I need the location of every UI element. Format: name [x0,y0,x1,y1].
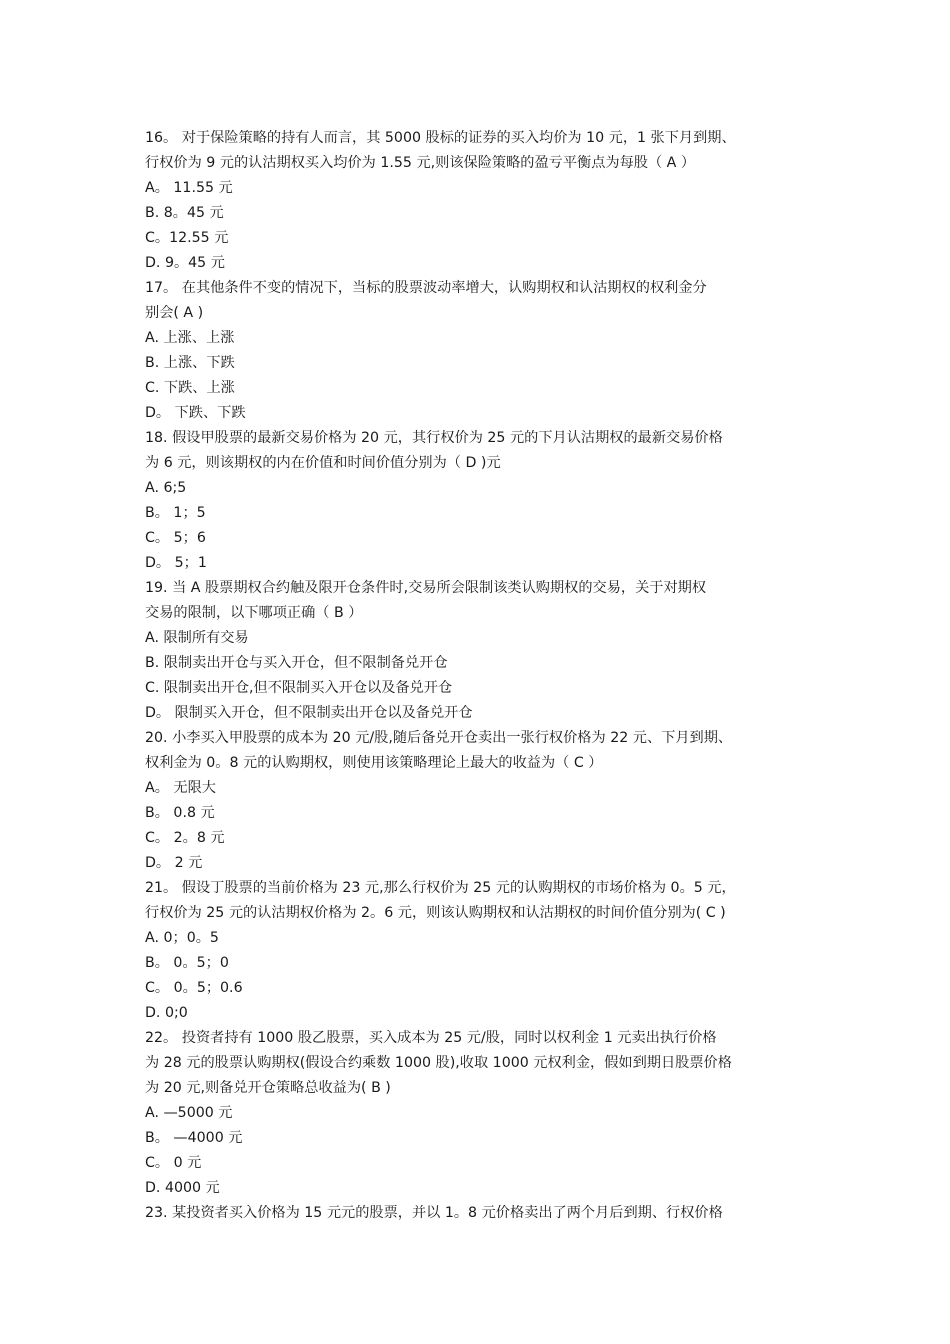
text-line: A。 无限大 [145,780,216,796]
text-line: A. 6;5 [145,480,187,496]
text-line: B。 —4000 元 [145,1130,243,1146]
text-line: 别会( A ) [145,305,204,321]
text-line: D。 2 元 [145,855,203,871]
text-line: 21。 假设丁股票的当前价格为 23 元,那么行权价为 25 元的认购期权的市场价格为 0。5 元， [145,880,736,896]
text-line: B. 限制卖出开仓与买入开仓，但不限制备兑开仓 [145,655,448,671]
text-line: B。 0。5；0 [145,955,229,971]
text-line: 17。 在其他条件不变的情况下，当标的股票波动率增大，认购期权和认沽期权的权利金分 [145,280,707,296]
text-line: D. 0;0 [145,1005,188,1021]
text-line: 交易的限制，以下哪项正确（ B ） [145,605,363,621]
text-line: D。 限制买入开仓，但不限制卖出开仓以及备兑开仓 [145,705,473,721]
text-line: 16。 对于保险策略的持有人而言，其 5000 股标的证券的买入均价为 10 元，1 张下月到期、 [145,130,736,146]
text-line: 19. 当 A 股票期权合约触及限开仓条件时,交易所会限制该类认购期权的交易，关于对期权 [145,580,707,596]
text-line: 23. 某投资者买入价格为 15 元元的股票，并以 1。8 元价格卖出了两个月后到期、行权价格 [145,1205,723,1221]
text-line: 行权价为 25 元的认沽期权价格为 2。6 元，则该认购期权和认沽期权的时间价值分别为( C ) [145,905,726,921]
text-line: C。 0。5；0.6 [145,980,243,996]
text-line: C. 下跌、上涨 [145,380,235,396]
text-line: B. 上涨、下跌 [145,355,235,371]
text-line: A. 0；0。5 [145,930,219,946]
text-line: B。 0.8 元 [145,805,215,821]
text-line: 为 6 元，则该期权的内在价值和时间价值分别为（ D )元 [145,455,501,471]
question-text-block [145,126,825,1226]
text-line: B。 1；5 [145,505,206,521]
text-line: D. 4000 元 [145,1180,220,1196]
text-line: C。 2。8 元 [145,830,225,846]
text-line: B. 8。45 元 [145,205,224,221]
text-line: D。 5；1 [145,555,207,571]
text-line: 为 20 元,则备兑开仓策略总收益为( B ) [145,1080,391,1096]
text-line: A. 限制所有交易 [145,630,249,646]
text-line: 权利金为 0。8 元的认购期权，则使用该策略理论上最大的收益为（ C ） [145,755,603,771]
text-line: 22。 投资者持有 1000 股乙股票，买入成本为 25 元/股，同时以权利金 1 元卖出执行价格 [145,1030,717,1046]
text-line: A。 11.55 元 [145,180,233,196]
text-line: C。 0 元 [145,1155,202,1171]
text-line: D. 9。45 元 [145,255,225,271]
text-line: A. 上涨、上涨 [145,330,235,346]
text-line: 行权价为 9 元的认沽期权买入均价为 1.55 元,则该保险策略的盈亏平衡点为每股（ A ） [145,155,696,171]
text-line: 20. 小李买入甲股票的成本为 20 元/股,随后备兑开仓卖出一张行权价格为 22 元、下月到期、 [145,730,733,746]
text-line: C。12.55 元 [145,230,229,246]
text-line: A. —5000 元 [145,1105,233,1121]
text-line: 18. 假设甲股票的最新交易价格为 20 元，其行权价为 25 元的下月认沽期权的最新交易价格 [145,430,723,446]
text-line: C。 5；6 [145,530,206,546]
text-line: D。 下跌、下跌 [145,405,246,421]
text-line: 为 28 元的股票认购期权(假设合约乘数 1000 股),收取 1000 元权利金，假如到期日股票价格 [145,1055,732,1071]
text-line: C. 限制卖出开仓,但不限制买入开仓以及备兑开仓 [145,680,453,696]
